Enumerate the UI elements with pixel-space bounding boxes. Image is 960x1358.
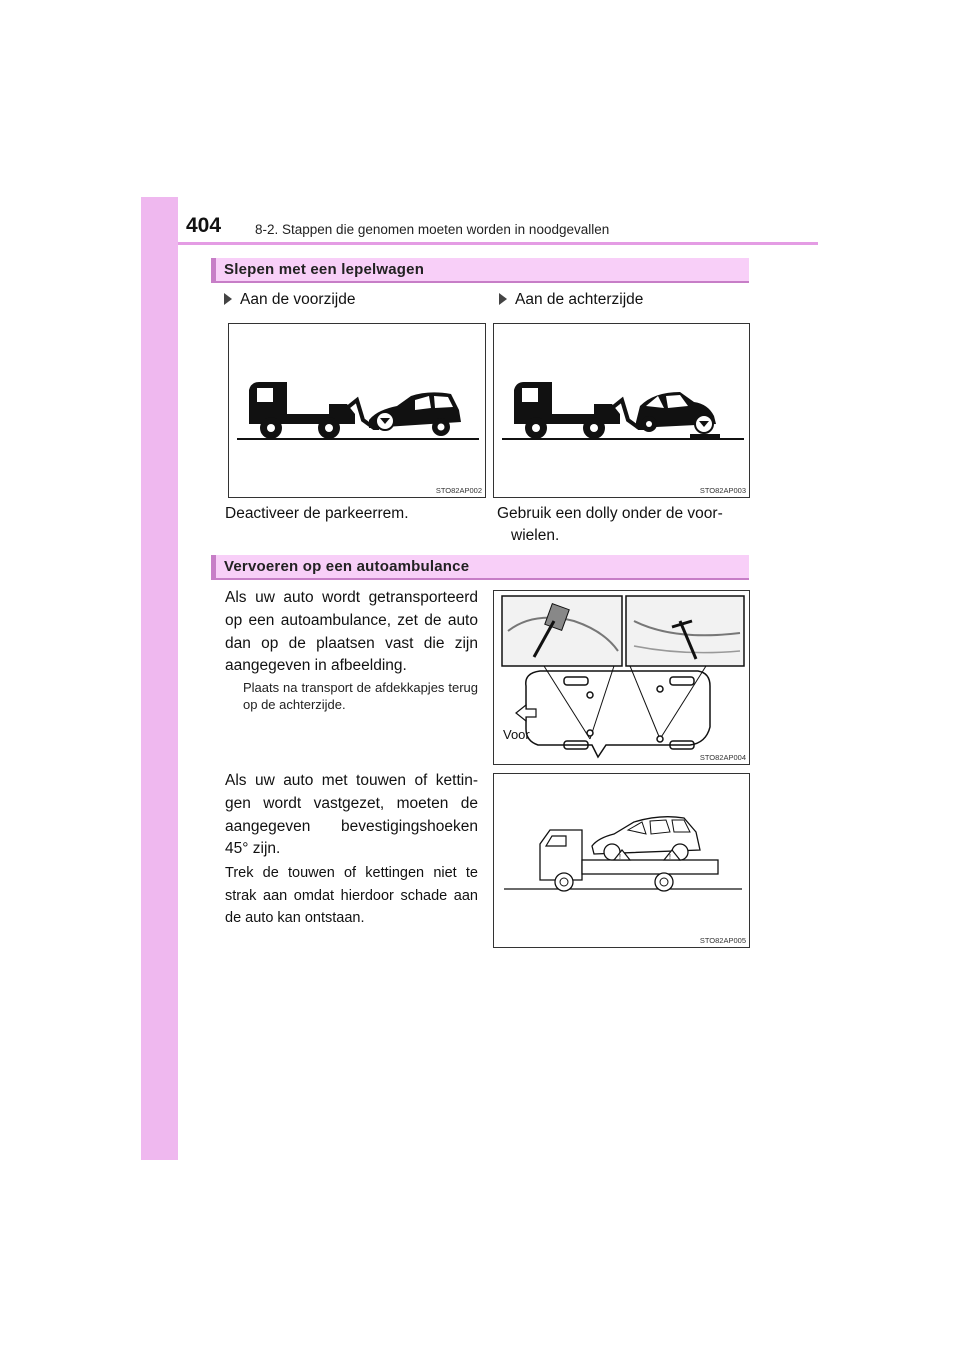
figure-tow-front [228, 323, 486, 498]
figure-code: STO82AP003 [699, 486, 746, 495]
heading-towing-truck [211, 258, 749, 283]
section-title: 8-2. Stappen die genomen moeten worden in noodgevallen [255, 222, 610, 237]
heading-label: Slepen met een lepelwagen [224, 261, 425, 278]
note-parking-brake: Deactiveer de parkeerrem. [225, 505, 409, 522]
note-dolly-line2: wielen. [511, 527, 560, 544]
figure-tie-down-points [493, 590, 750, 765]
tie-down-illustration [494, 591, 750, 765]
caption-rear: Aan de achterzijde [499, 291, 643, 309]
header-rule [178, 242, 818, 245]
small-note-caps: Plaats na transport de afdekkapjes terug op de achterzijde. [243, 680, 478, 712]
page-number: 404 [186, 214, 222, 237]
tow-truck-rear-illustration [494, 324, 750, 498]
tow-truck-front-illustration [229, 324, 486, 498]
figure-tow-rear [493, 323, 750, 498]
heading-label: Vervoeren op een autoambulance [224, 558, 470, 575]
svg-text:!: ! [669, 854, 671, 861]
figure-code: STO82AP005 [699, 936, 746, 945]
chapter-side-band [141, 197, 178, 1160]
svg-text:!: ! [619, 854, 621, 861]
figure-code: STO82AP002 [435, 486, 482, 495]
arrow-right-icon [224, 293, 232, 305]
arrow-right-icon [499, 293, 507, 305]
figure-car-on-transporter [493, 773, 750, 948]
caption-front: Aan de voorzijde [224, 291, 355, 309]
label-front: Voor [503, 727, 530, 742]
note-dolly-line1: Gebruik een dolly onder de voor- [497, 505, 723, 522]
figure-code: STO82AP004 [699, 753, 746, 762]
heading-car-transporter [211, 555, 749, 580]
transporter-illustration [494, 774, 750, 948]
paragraph-ropes: Als uw auto met touwen of kettin-gen wordt vastgezet, moeten de aangegeven bevestigingshoeken 45° zijn. [225, 772, 478, 858]
paragraph-transporter: Als uw auto wordt getransporteerd op een autoambulance, zet de auto dan op de plaatsen vast die zijn aangegeven in afbeelding. [225, 589, 478, 675]
paragraph-caution: Trek de touwen of kettingen niet te strak aan omdat hierdoor schade aan de auto kan ontstaan. [225, 865, 478, 926]
